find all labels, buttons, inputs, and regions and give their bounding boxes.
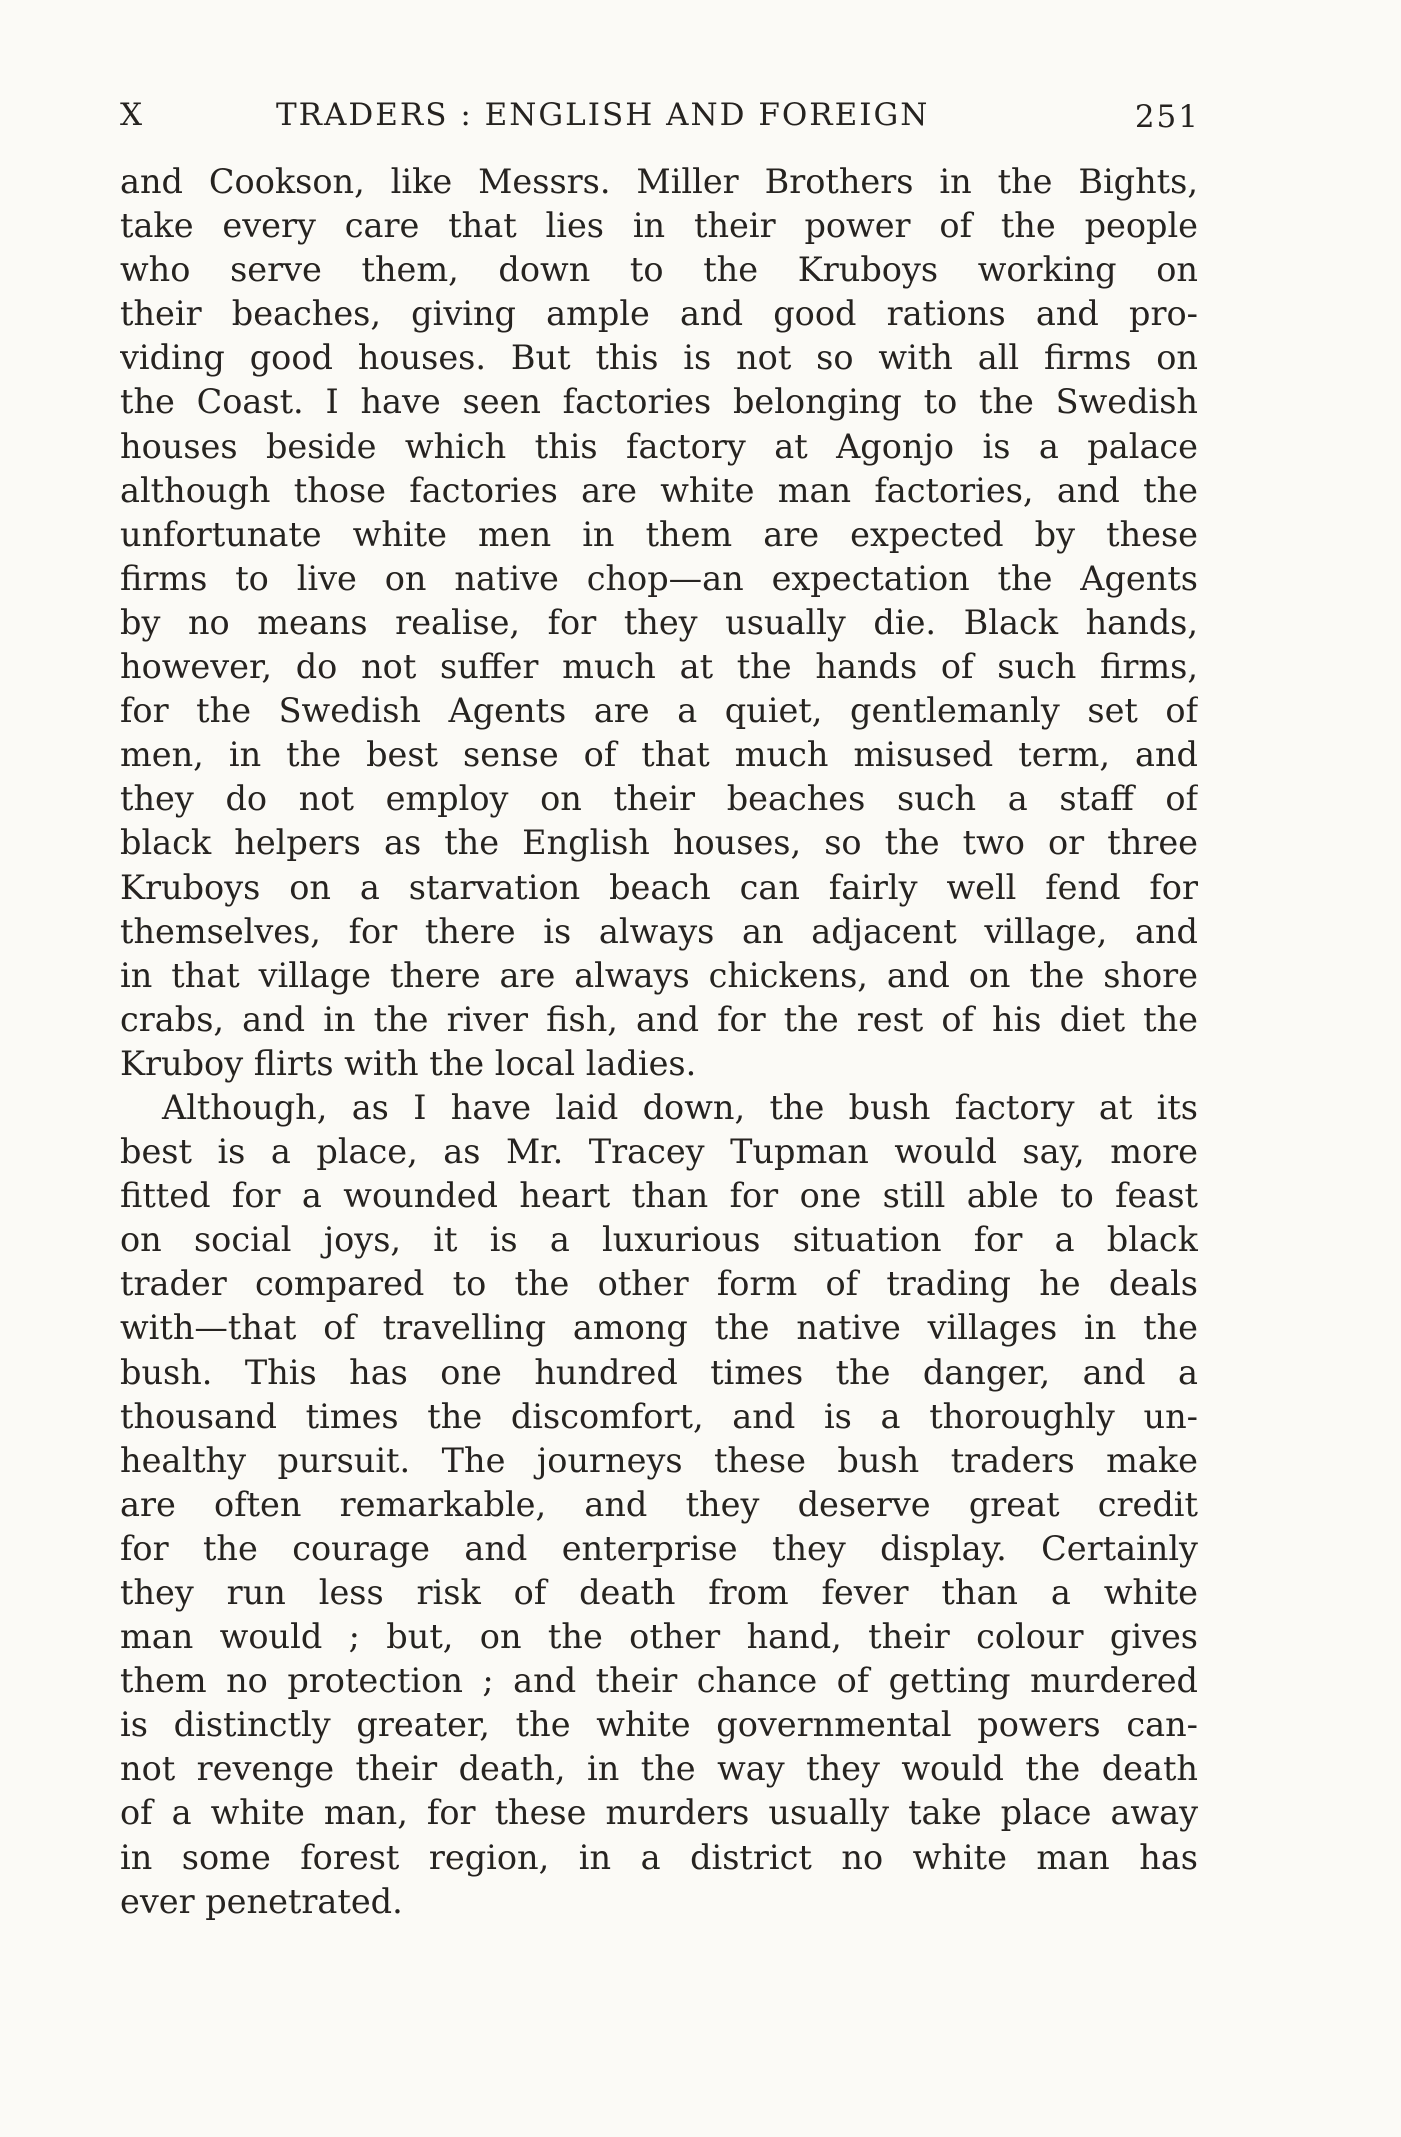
text-line: themselves, for there is always an adjacent village, and xyxy=(120,911,1198,951)
text-line: in that village there are always chickens, and on the shore xyxy=(120,955,1198,995)
paragraph-first-line: Although, as I have laid down, the bush factory at its xyxy=(162,1087,1198,1127)
text-line: and Cookson, like Messrs. Miller Brothers in the Bights, xyxy=(120,162,1198,201)
running-head xyxy=(118,95,1200,135)
body-text xyxy=(120,160,1198,1924)
text-line: of a white man, for these murders usually take place away xyxy=(120,1793,1198,1833)
chapter-title: TRADERS : ENGLISH AND FOREIGN xyxy=(276,97,930,133)
text-line: in some forest region, in a district no white man has xyxy=(120,1837,1198,1877)
text-line: bush. This has one hundred times the danger, and a xyxy=(120,1352,1198,1392)
text-line: although those factories are white man factories, and the xyxy=(120,470,1198,510)
text-line: viding good houses. But this is not so with all firms on xyxy=(120,338,1198,378)
text-line: by no means realise, for they usually die. Black hands, xyxy=(120,602,1198,642)
text-line: fitted for a wounded heart than for one still able to feast xyxy=(120,1176,1198,1216)
text-line: for the Swedish Agents are a quiet, gentlemanly set of xyxy=(120,691,1198,731)
text-line: thousand times the discomfort, and is a thoroughly un- xyxy=(120,1396,1198,1436)
text-line: for the courage and enterprise they display. Certainly xyxy=(120,1528,1198,1568)
text-line: trader compared to the other form of trading he deals xyxy=(120,1264,1198,1304)
text-line: best is a place, as Mr. Tracey Tupman would say, more xyxy=(120,1132,1198,1172)
text-line: man would ; but, on the other hand, their colour gives xyxy=(120,1617,1198,1657)
text-line: black helpers as the English houses, so the two or three xyxy=(120,823,1198,863)
text-line: however, do not suffer much at the hands of such firms, xyxy=(120,647,1198,687)
text-line: crabs, and in the river fish, and for the rest of his diet the xyxy=(120,999,1198,1039)
text-line: on social joys, it is a luxurious situation for a black xyxy=(120,1220,1198,1260)
text-line: the Coast. I have seen factories belonging to the Swedish xyxy=(120,382,1198,422)
text-line: who serve them, down to the Kruboys working on xyxy=(120,250,1198,290)
text-line: firms to live on native chop—an expectation the Agents xyxy=(120,558,1198,598)
text-line: is distinctly greater, the white governmental powers can- xyxy=(120,1705,1198,1745)
text-line: houses beside which this factory at Agonjo is a palace xyxy=(120,426,1198,466)
text-line: with—that of travelling among the native villages in the xyxy=(120,1308,1198,1348)
text-line: are often remarkable, and they deserve great credit xyxy=(120,1484,1198,1524)
text-line: them no protection ; and their chance of getting murdered xyxy=(120,1661,1198,1701)
text-line: healthy pursuit. The journeys these bush traders make xyxy=(120,1440,1198,1480)
paragraph-end-line: ever penetrated. xyxy=(120,1881,403,1921)
text-line: their beaches, giving ample and good rations and pro- xyxy=(120,294,1198,334)
text-line: Kruboys on a starvation beach can fairly well fend for xyxy=(120,867,1198,907)
chapter-numeral: X xyxy=(120,97,145,133)
text-line: take every care that lies in their power of the people xyxy=(120,206,1198,246)
text-line: they run less risk of death from fever than a white xyxy=(120,1573,1198,1612)
paragraph-end-line: Kruboy flirts with the local ladies. xyxy=(120,1043,697,1083)
text-line: they do not employ on their beaches such a staff of xyxy=(120,779,1198,819)
text-line: not revenge their death, in the way they would the death xyxy=(120,1749,1198,1789)
text-line: men, in the best sense of that much misused term, and xyxy=(120,735,1198,775)
text-line: unfortunate white men in them are expected by these xyxy=(120,514,1198,554)
page-number: 251 xyxy=(1134,99,1200,135)
